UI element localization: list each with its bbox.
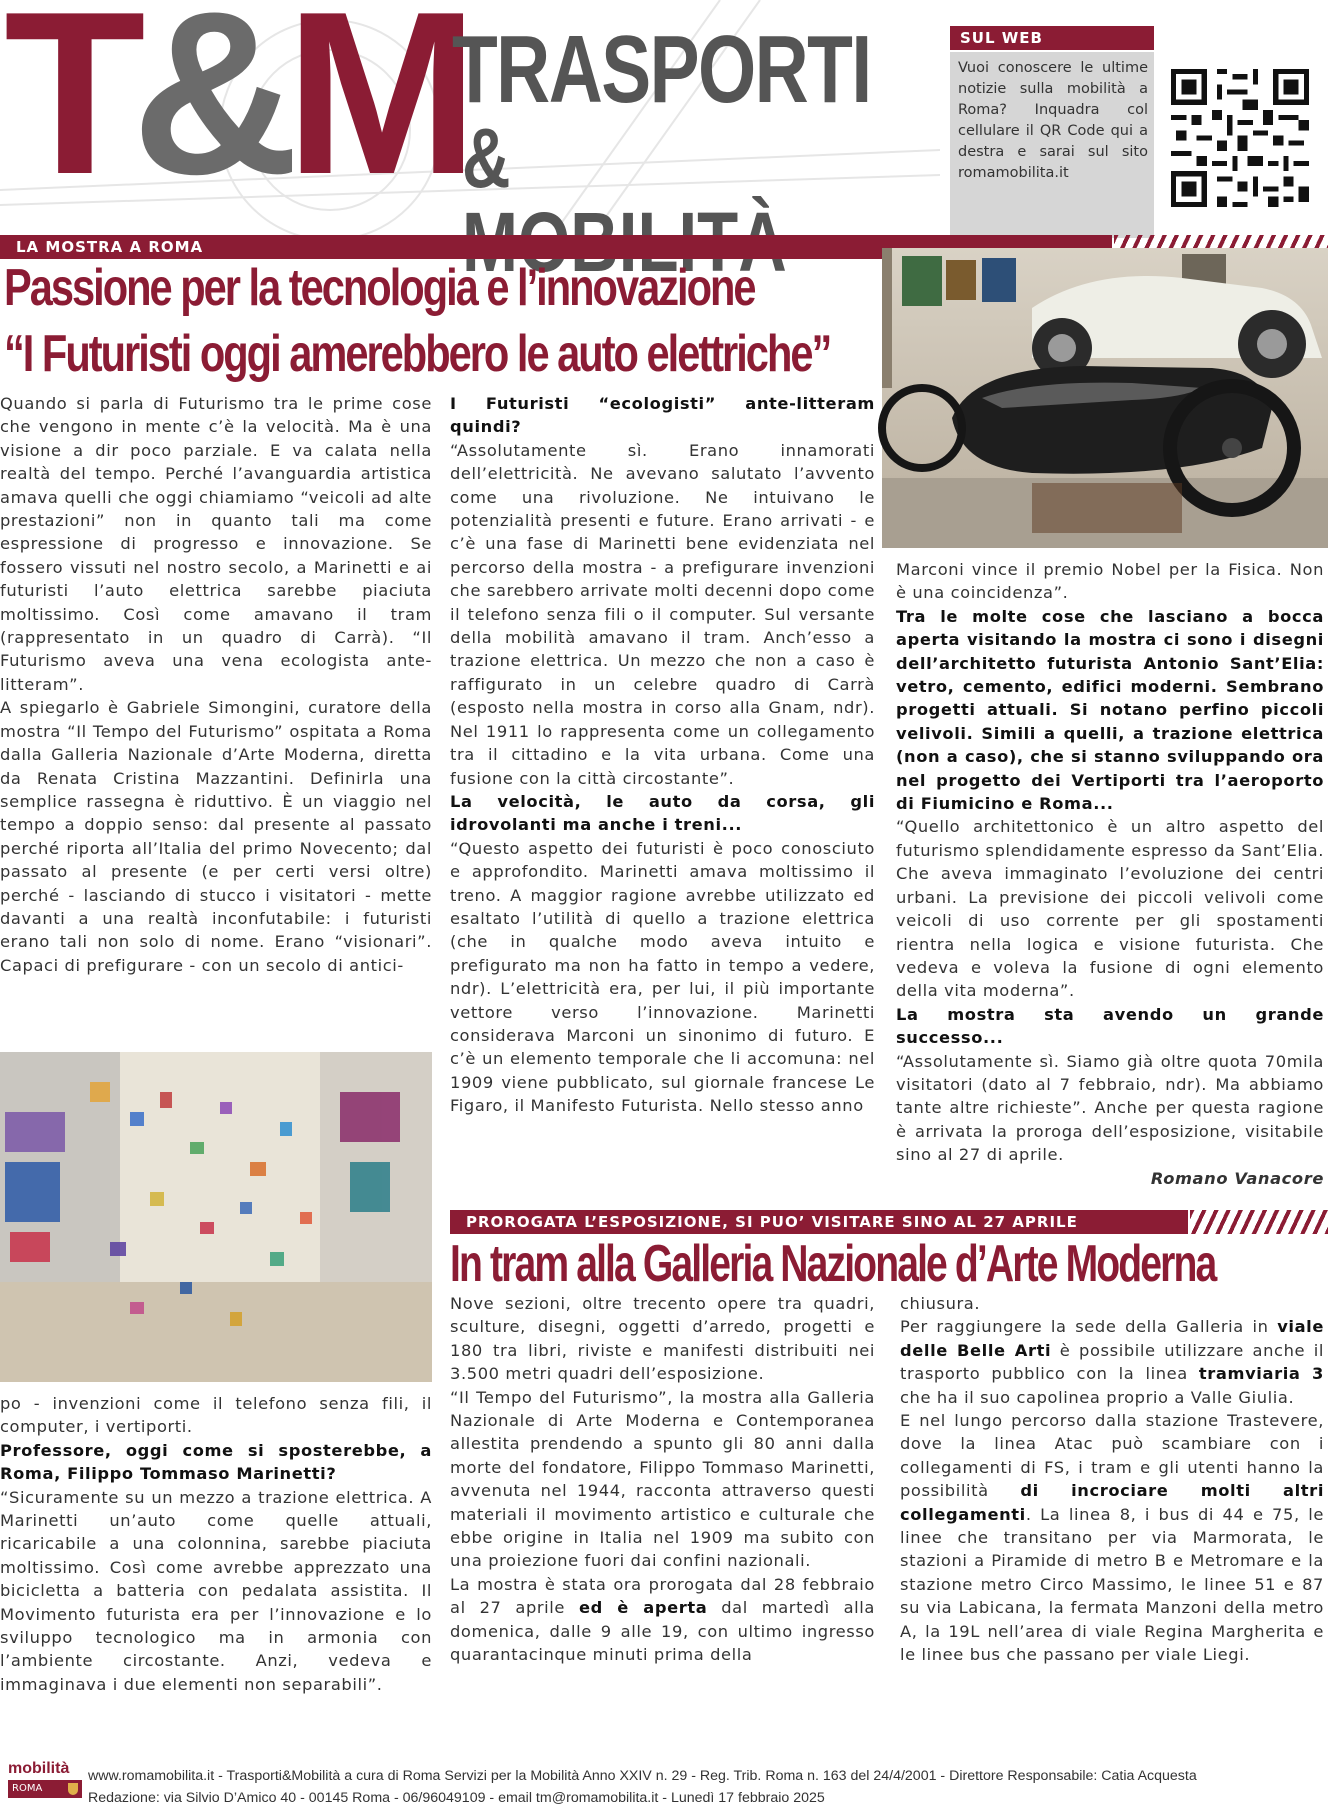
footer-logo-word: mobilità bbox=[8, 1760, 70, 1777]
footer-contacts: Redazione: via Silvio D’Amico 40 - 00145 Roma - 06/96049109 - email tm@romamobilita.it - Lunedì 17 febbraio 2025 bbox=[88, 1790, 825, 1806]
article1-headline: Passione per la tecnologia e l’innovazione bbox=[4, 259, 755, 317]
paragraph: Per raggiungere la sede della Galleria in viale delle Belle Arti è possibile utilizzare anche il trasporto pubblico con la linea tramviaria 3 che ha il suo capolinea proprio a Valle Giulia. bbox=[900, 1317, 1325, 1407]
paragraph: A spiegarlo è Gabriele Simongini, curatore della mostra “Il Tempo del Futurismo” ospitata a Roma dalla Galleria Nazionale d’Arte Moderna, diretta da Renata Cristina Mazzantini. Definirla una semplice rassegna è riduttivo. È un viaggio nel tempo a doppio senso: dal presente al passato perché riporta all’Italia del primo Novecento; dal passato al presente (e per certi versi oltre) perché - lasciando di stucco i visitatori - mette davanti a una realtà inconfutabile: i futuristi erano tali non solo di nome. Erano “visionari”. Capaci di prefigurare - con un secolo di antici- bbox=[0, 698, 432, 975]
article1-column1 bbox=[0, 392, 432, 977]
article2-column1 bbox=[450, 1292, 875, 1667]
footer-logo bbox=[8, 1760, 86, 1798]
sul-web-label: SUL WEB bbox=[950, 26, 1154, 50]
article1-column1-continued bbox=[0, 1392, 432, 1696]
paragraph: Nove sezioni, oltre trecento opere tra quadri, sculture, disegni, oggetti d’arredo, progetti e 180 tra libri, riviste e manifesti distribuiti nei 3.500 metri quadri dell’esposizione. bbox=[450, 1294, 875, 1384]
footer bbox=[0, 1760, 1328, 1818]
paragraph: Marconi vince il premio Nobel per la Fisica. Non è una coincidenza”. bbox=[896, 560, 1324, 603]
sul-web-box bbox=[950, 26, 1328, 214]
kicker-hatch bbox=[1190, 1210, 1328, 1234]
interview-question: La velocità, le auto da corsa, gli idrovolanti ma anche i treni... bbox=[450, 791, 875, 835]
qr-code-icon[interactable] bbox=[1166, 64, 1314, 212]
article1-kicker: LA MOSTRA A ROMA bbox=[0, 235, 1112, 259]
sul-web-text: Vuoi conoscere le ultime notizie sulla mobilità a Roma? Inquadra col cellulare il QR Code qui a destra e sarai sul sito romamobilita.it bbox=[950, 52, 1154, 238]
footer-credits: www.romamobilita.it - Trasporti&Mobilità a cura di Roma Servizi per la Mobilità Anno XXIV n. 29 - Reg. Trib. Roma n. 163 del 24/4/2001 - Direttore Responsabile: Catia Acquesta bbox=[88, 1768, 1197, 1784]
interview-question: Tra le molte cose che lasciano a bocca aperta visitando la mostra ci sono i disegni dell’architetto futurista Antonio Sant’Elia: vetro, cemento, edifici moderni. Sembrano progetti attuali. Si notano perfino piccoli velivoli. Simili a quelli, a trazione elettrica (non a caso), che si stanno sviluppando ora nel progetto dei Vertiporti tra l’aeroporto di Fiumicino e Roma... bbox=[896, 606, 1324, 814]
interview-question: Professore, oggi come si sposterebbe, a Roma, Filippo Tommaso Marinetti? bbox=[0, 1440, 432, 1484]
paragraph: “Questo aspetto dei futuristi è poco conosciuto e approfondito. Marinetti amava moltissimo il treno. A maggior ragione avrebbe utilizzato ed esaltato l’utilità di quello a trazione elettrica (che in qualche modo aveva intuito e prefigurato ma non ha fatto in tempo a vedere, ndr). L’elettricità era, per lui, il più importante vettore verso l’innovazione. Marinetti considerava Marconi un sinonimo di futuro. E c’è un elemento temporale che li accomuna: nel 1909 viene pubblicato, sul giornale francese Le Figaro, il Manifesto Futurista. Nello stesso anno bbox=[450, 838, 875, 1116]
interview-question: La mostra sta avendo un grande successo... bbox=[896, 1004, 1324, 1048]
masthead bbox=[0, 0, 940, 225]
article2-headline: In tram alla Galleria Nazionale d’Arte Moderna bbox=[450, 1235, 1216, 1293]
roma-crest-icon bbox=[68, 1783, 78, 1795]
paragraph: “Il Tempo del Futurismo”, la mostra alla Galleria Nazionale di Arte Moderna e Contemporanea allestita prendendo a spunto gli 80 anni dalla morte del fondatore, Filippo Tommaso Marinetti, avvenuta nel 1944, racconta attraverso questi materiali il movimento artistico e culturale che ebbe origine in Italia nel 1909 ma subito con una proiezione fuori dai confini nazionali. bbox=[450, 1387, 875, 1571]
article1-subheadline: “I Futuristi oggi amerebbero le auto elettriche” bbox=[4, 325, 831, 383]
article2-column2 bbox=[900, 1292, 1324, 1667]
photo-futurist-vehicles bbox=[882, 248, 1328, 548]
interview-question: I Futuristi “ecologisti” ante-litteram quindi? bbox=[450, 394, 875, 437]
paragraph: La mostra è stata ora prorogata dal 28 febbraio al 27 aprile ed è aperta dal martedì alla domenica, dalle 9 alle 19, con ultimo ingresso quarantacinque minuti prima della bbox=[450, 1574, 876, 1665]
paragraph: “Sicuramente su un mezzo a trazione elettrica. A Marinetti un’auto come quelle attuali, ricaricabile a una colonnina, sarebbe piaciuta moltissimo. Così come avrebbe apprezzato una bicicletta a batteria con pedalata assistita. Il Movimento futurista era per l’innovazione e lo sviluppo tecnologico ma in armonia con l’ambiente circostante. Anzi, vedeva e immaginava i due elementi non separabili”. bbox=[0, 1487, 432, 1694]
paragraph: “Quello architettonico è un altro aspetto del futurismo splendidamente espresso da Sant’Elia. Che aveva immaginato l’evoluzione dei centri urbani. La previsione dei piccoli velivoli come veicoli di uso corrente per gli spostamenti rientra nella logica e visione futurista. Che vedeva e voleva la fusione di ogni elemento della vita moderna”. bbox=[896, 817, 1324, 1001]
paragraph: chiusura. bbox=[900, 1294, 981, 1313]
logo: T&M bbox=[4, 0, 465, 223]
article2-kicker: PROROGATA L’ESPOSIZIONE, SI PUO’ VISITARE SINO AL 27 APRILE bbox=[450, 1210, 1188, 1234]
paragraph: po - invenzioni come il telefono senza fili, il computer, i vertiporti. bbox=[0, 1394, 432, 1437]
paragraph: “Assolutamente sì. Siamo già oltre quota 70mila visitatori (dato al 7 febbraio, ndr). Ma abbiamo tante altre richieste”. Anche per questa ragione è arrivata la proroga dell’esposizione, visitabile sino al 27 di aprile. bbox=[896, 1051, 1324, 1165]
article1-column3 bbox=[896, 558, 1324, 1190]
photo-exhibition-installation bbox=[0, 1052, 432, 1382]
brand-subtitle: & bbox=[462, 111, 511, 205]
footer-logo-city-bar: ROMA bbox=[8, 1780, 82, 1798]
paragraph: “Assolutamente sì. Erano innamorati dell’elettricità. Ne avevano salutato l’avvento come una rivoluzione. Ne intuivano le potenzialità presenti e future. Erano arrivati - e c’è una fase di Marinetti bene evidenziata nel percorso della mostra - a prefigurare invenzioni che sarebbero arrivate molti decenni dopo come il telefono senza fili o il computer. Sul versante della mobilità amavano il tram. Anch’esso a trazione elettrica. Un mezzo che non a caso è raffigurato in un celebre quadro di Carrà (esposto nella mostra in corso alla Gnam, ndr). Nel 1911 lo rappresenta come un collegamento tra il cittadino e la vita urbana. Come una fusione con la città circostante”. bbox=[450, 440, 875, 788]
paragraph: Quando si parla di Futurismo tra le prime cose che vengono in mente c’è la velocità. Ma è una visione a dir poco parziale. E va calata nella realtà del tempo. Perché l’avanguardia artistica amava quelli che oggi chiamiamo “veicoli ad alte prestazioni” non in quanto tali ma come espressione di progresso e innovazione. Se fossero vissuti nel nostro secolo, a Marinetti e ai futuristi l’auto elettrica sarebbe piaciuta moltissimo. Così come amavano il tram (rappresentato in un quadro di Carrà). “Il Futurismo aveva una vena ecologista ante-litteram”. bbox=[0, 394, 432, 694]
brand-title: TRASPORTI bbox=[452, 16, 871, 123]
author-byline: Romano Vanacore bbox=[1150, 1168, 1324, 1188]
article1-column2 bbox=[450, 392, 875, 1118]
paragraph: E nel lungo percorso dalla stazione Trastevere, dove la linea Atac può scambiare con i collegamenti di FS, i tram e gli utenti hanno la possibilità di incrociare molti altri collegamenti. La linea 8, i bus di 44 e 75, le linee che transitano per via Marmorata, le stazioni a Piramide di metro B e Metromare e la stazione metro Circo Massimo, le linee 51 e 87 su via Labicana, la fermata Manzoni della metro A, la 19L nell’area di viale Regina Margherita e le linee bus che passano per viale Liegi. bbox=[900, 1411, 1324, 1665]
